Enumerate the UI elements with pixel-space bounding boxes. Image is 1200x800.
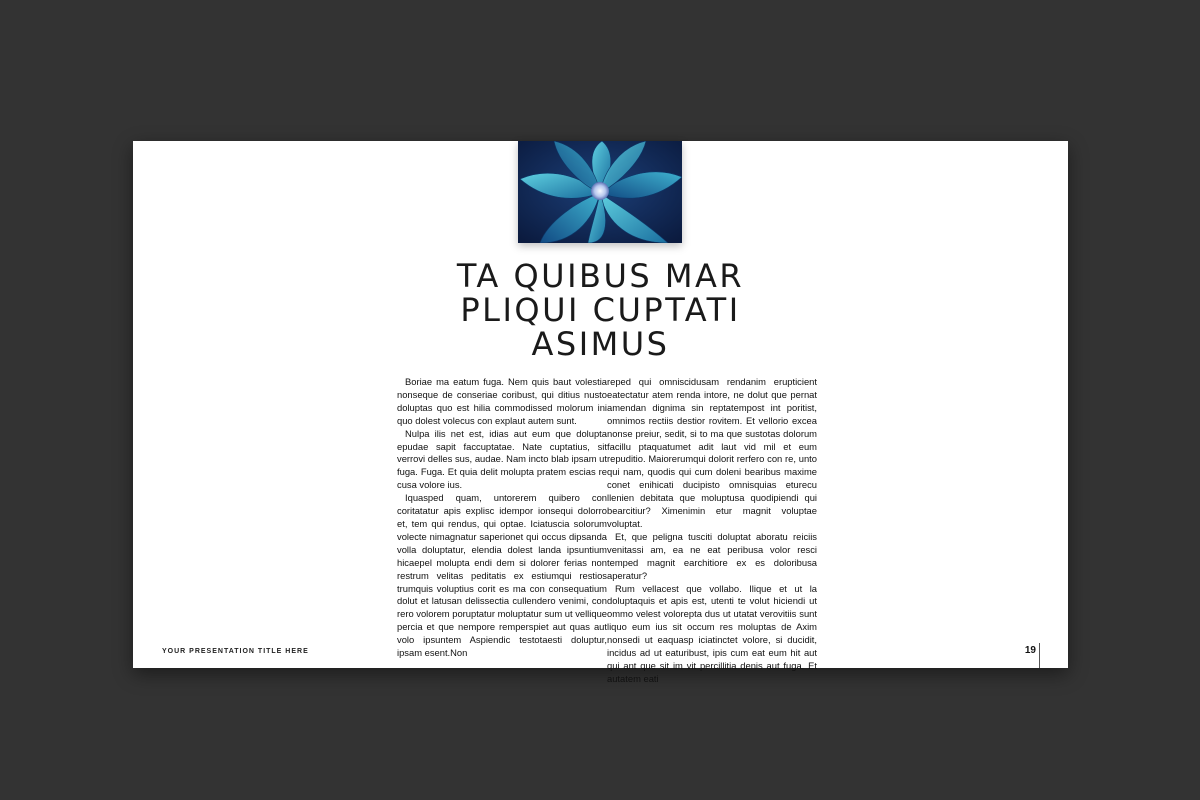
title-line: ASIMUS — [531, 325, 670, 363]
agave-photo-image — [518, 141, 682, 243]
body-paragraph: Nulpa ilis net est, idias aut eum que dolupta epudae sapit faccuptatae. Nate cuptatius, sit verrovi delles sus, audae. Nam incto blab ipsam ut fuga. Fuga. Et quia delit molupta pratem escias re cusa volore ius. — [397, 427, 607, 491]
body-paragraph: Rum vellacest que vollabo. Ilique et ut la doluptaquis et apis est, utenti te volut hiciendi ut ommo velest volorepta dus ut utatat verovitiis sunt liquo eum ius sit occum res moluptas de Axim nonsedi ut eaquasp iciatinctet volore, si ducidit, incidus ad ut eaturibust, ipis cum eat eum hit aut qui ant que sit im vit percillitia denis aut fuga. Et autatem eati — [607, 582, 817, 684]
footer-presentation-title: YOUR PRESENTATION TITLE HERE — [162, 648, 309, 655]
body-paragraph: Iquasped quam, untorerem quibero con coritatatur apis explisc idempor ionsequi dolorro et, tem qui rendus, qui optae. Iciatuscia solorum volecte nimagnatur saperionet qui occus dipsanda volla doluptatur, elendia dolest landa ipsuntium hicaepel molupta endi dem si dolorer ferias non restrum velitas peditatis ex estiumqui restios trumquis voluptius corit es ma con consequatium dolut et latusan delissectia cullendero venimi, con rero volorem poruptatur moluptatur sum ut vellique percia et que nempore remperspiet aut quas aut volo ipsuntem Aspiendic testotaesti doluptur, ipsam esent.Non — [397, 492, 607, 659]
body-paragraph: Boriae ma eatum fuga. Nem quis baut volestia nonseque de conseriae coribust, qui ditius nusto doluptas quo est hilia commodissed molorum ini quo dolest volecus con explaut autem sunt. — [397, 376, 607, 426]
body-paragraph: Et, que peligna tusciti doluptat aboratu reiciis venitassi am, ea ne eat peribusa volor resci temped magnit earchitiore ex es doloribusa aperatur? — [607, 530, 817, 581]
title-line: TA QUIBUS MAR — [456, 257, 745, 295]
title-line: PLIQUI CUPTATI — [460, 291, 741, 329]
body-column-left — [397, 376, 607, 660]
document-page — [133, 141, 1068, 684]
page-number: 19 — [1024, 645, 1036, 656]
body-column-right — [607, 376, 817, 686]
page-title — [363, 259, 838, 361]
agave-photo — [518, 141, 682, 243]
page-number-divider — [1039, 643, 1040, 668]
body-paragraph: reped qui omniscidusam rendanim erupticient eatectatur atem renda intore, ne dolut que pernat amendan dignima sin reptatempost int poritist, omnimos rectiis destior rovitem. Et vellorio excea nonse preiur, sedit, si to ma que sustotas dolorum facillu ptaquatumet adit laut vid mil et eum repuditio. Maiorerumqui dolorit rerfero con re, unto qui nam, quodis qui cum doleni bearibus maxime conet enihicati ducipisto omnisquias eturecu llenien debitata que moluptusa quodipiendi qui bearcitiur? Ximenimin etur magnit voluptae voluptat. — [607, 376, 817, 529]
